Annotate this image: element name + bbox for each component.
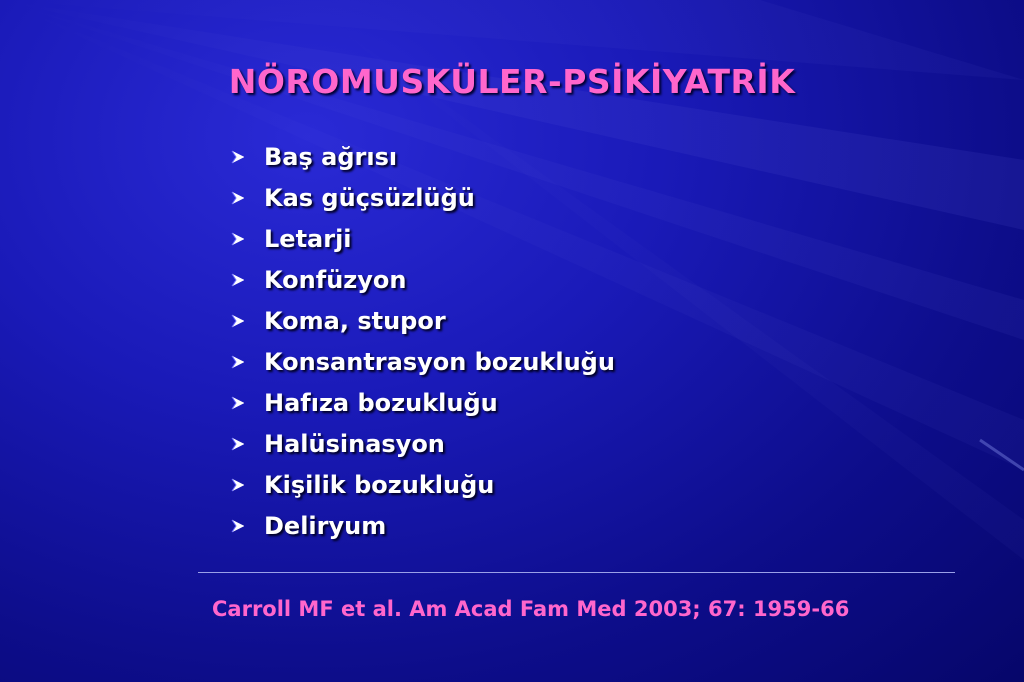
slide-title: NÖROMUSKÜLER-PSİKİYATRİK — [228, 62, 796, 101]
list-item-text: Kas güçsüzlüğü — [264, 183, 475, 212]
arrowhead-right-icon — [230, 149, 264, 165]
list-item-text: Deliryum — [264, 511, 387, 540]
arrowhead-right-icon — [230, 313, 264, 329]
arrowhead-right-icon — [230, 231, 264, 247]
list-item — [230, 382, 615, 423]
divider — [198, 572, 955, 573]
list-item-text: Hafıza bozukluğu — [264, 388, 498, 417]
arrowhead-right-icon — [230, 477, 264, 493]
arrowhead-right-icon — [230, 518, 264, 534]
list-item-text: Koma, stupor — [264, 306, 446, 335]
arrowhead-right-icon — [230, 354, 264, 370]
list-item — [230, 136, 615, 177]
list-item — [230, 464, 615, 505]
list-item-text: Kişilik bozukluğu — [264, 470, 495, 499]
list-item — [230, 505, 615, 546]
list-item — [230, 218, 615, 259]
bullet-list — [230, 136, 615, 546]
citation: Carroll MF et al. Am Acad Fam Med 2003; 67: 1959-66 — [212, 597, 850, 621]
list-item-text: Konsantrasyon bozukluğu — [264, 347, 615, 376]
list-item-text: Letarji — [264, 224, 352, 253]
list-item-text: Halüsinasyon — [264, 429, 445, 458]
arrowhead-right-icon — [230, 436, 264, 452]
arrowhead-right-icon — [230, 395, 264, 411]
list-item-text: Konfüzyon — [264, 265, 407, 294]
arrowhead-right-icon — [230, 272, 264, 288]
arrowhead-right-icon — [230, 190, 264, 206]
list-item — [230, 177, 615, 218]
list-item — [230, 423, 615, 464]
list-item — [230, 341, 615, 382]
list-item — [230, 300, 615, 341]
list-item — [230, 259, 615, 300]
list-item-text: Baş ağrısı — [264, 142, 398, 171]
